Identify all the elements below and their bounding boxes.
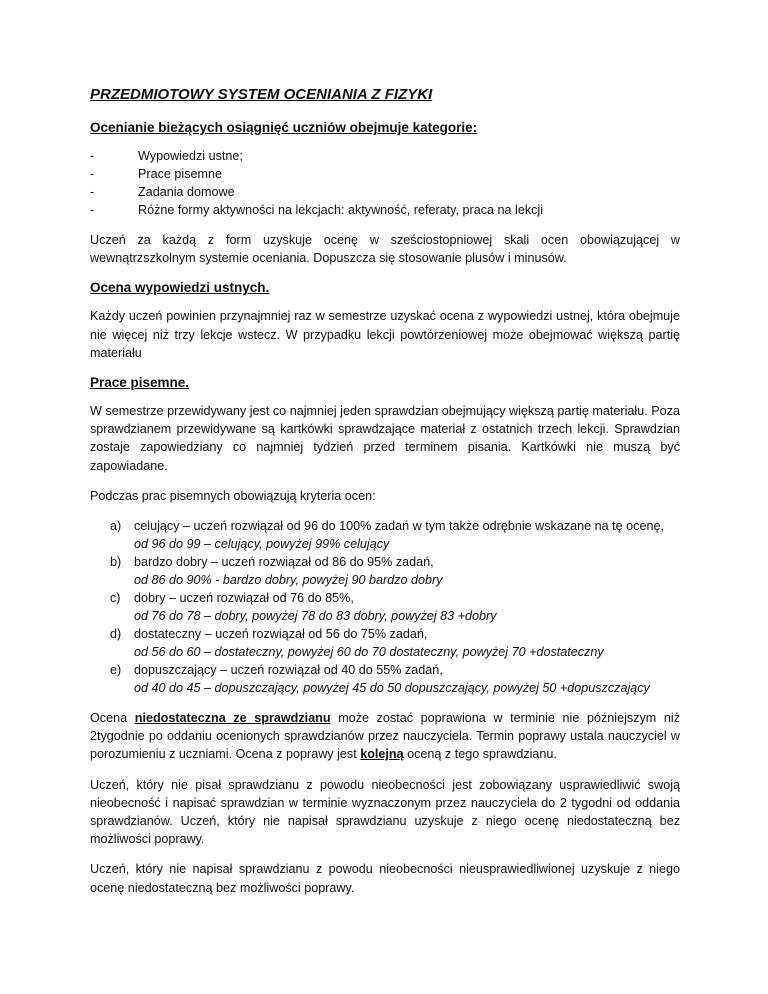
criteria-marker: c) (110, 591, 121, 606)
oral-assessment-paragraph: Każdy uczeń powinien przynajmniej raz w semestrze uzyskać ocena z wypowiedzi ustnej, która obejmuje nie więcej niż trzy lekcje wstecz. W przypadku lekcji powtórzeniowej może obejmować większą partię materiału (90, 309, 680, 360)
criteria-item (90, 589, 680, 625)
retake-text-1: Ocena (90, 711, 135, 726)
criteria-item (90, 553, 680, 589)
list-item-text: Różne formy aktywności na lekcjach: aktywność, referaty, praca na lekcji (138, 203, 544, 217)
written-work-heading: Prace pisemne. (90, 375, 190, 391)
retake-text-3: oceną z tego sprawdzianu. (403, 747, 557, 762)
written-work-paragraph: W semestrze przewidywany jest co najmniej jeden sprawdzian obejmujący większą partię materiału. Poza sprawdzianem przewidywane są kartkówki sprawdzające materiał z ostatnich trzech lekcji. Sprawdzian zostaje zapowiedziany co najmniej tydzień przed terminem pisania. Kartkówki nie muszą być zapowiadane. (90, 404, 680, 473)
retake-emphasis-next: kolejną (360, 747, 404, 762)
criteria-detail: od 96 do 99 – celujący, powyżej 99% celujący (134, 537, 390, 552)
criteria-detail: od 76 do 78 – dobry, powyżej 78 do 83 dobry, powyżej 83 +dobry (134, 609, 497, 624)
oral-assessment-heading: Ocena wypowiedzi ustnych. (90, 280, 270, 296)
retake-paragraph (90, 709, 680, 764)
criteria-main: celujący – uczeń rozwiązał od 96 do 100% zadań w tym także odrębnie wskazane na tę ocenę, (134, 519, 664, 534)
criteria-item (90, 517, 680, 553)
criteria-main: dostateczny – uczeń rozwiązał od 56 do 75% zadań, (134, 627, 428, 642)
criteria-detail: od 40 do 45 – dopuszczający, powyżej 45 do 50 dopuszczający, powyżej 50 +dopuszczający (134, 681, 650, 696)
criteria-main: dobry – uczeń rozwiązał od 76 do 85%, (134, 591, 354, 606)
criteria-list (90, 517, 680, 697)
criteria-detail: od 56 do 60 – dostateczny, powyżej 60 do 70 dostateczny, powyżej 70 +dostateczny (134, 645, 604, 660)
retake-emphasis-failing-grade: niedostateczna ze sprawdzianu (134, 711, 331, 726)
assessment-categories-list (90, 147, 680, 219)
criteria-item (90, 625, 680, 661)
retake-text-2: może zostać poprawiona w terminie nie późniejszym niż 2tygodnie po oddaniu ocenionych sprawdzianów przez nauczyciela. Termin poprawy ustala nauczyciel w porozumieniu z uczniami. Ocena z poprawy jest (90, 711, 681, 762)
criteria-marker: d) (110, 627, 122, 642)
criteria-main: bardzo dobry – uczeń rozwiązał od 86 do 95% zadań, (134, 555, 434, 570)
list-item: - Różne formy aktywności na lekcjach: aktywność, referaty, praca na lekcji (90, 203, 544, 217)
current-assessment-heading: Ocenianie bieżących osiągnięć uczniów obejmuje kategorie: (90, 120, 478, 135)
list-item-text: Prace pisemne (138, 167, 222, 181)
document-title: PRZEDMIOTOWY SYSTEM OCENIANIA Z FIZYKI (90, 86, 433, 103)
list-item: - Zadania domowe (90, 185, 235, 199)
grading-scale-paragraph: Uczeń za każdą z form uzyskuje ocenę w sześciostopniowej skali ocen obowiązującej w wewnątrzszkolnym systemie oceniania. Dopuszcza się stosowanie plusów i minusów. (90, 233, 680, 266)
criteria-detail: od 86 do 90% - bardzo dobry, powyżej 90 bardzo dobry (134, 573, 443, 588)
criteria-main: dopuszczający – uczeń rozwiązał od 40 do 55% zadań, (134, 663, 443, 678)
unexcused-absence-paragraph: Uczeń, który nie napisał sprawdzianu z powodu nieobecności nieusprawiedliwionej uzyskuje z niego ocenę niedostateczną bez możliwości poprawy. (90, 862, 680, 895)
criteria-intro: Podczas prac pisemnych obowiązują kryteria ocen: (90, 488, 376, 503)
criteria-item (90, 661, 680, 697)
list-item: - Wypowiedzi ustne; (90, 149, 243, 163)
list-item: - Prace pisemne (90, 167, 222, 181)
list-item-text: Wypowiedzi ustne; (138, 149, 243, 163)
criteria-marker: a) (110, 519, 122, 534)
absence-paragraph: Uczeń, który nie pisał sprawdzianu z powodu nieobecności jest zobowiązany usprawiedliwić swoją nieobecność i napisać sprawdzian w terminie wyznaczonym przez nauczyciela do 2 tygodni od oddania sprawdzianów. Uczeń, który nie napisał sprawdzianu uzyskuje z niego ocenę niedostateczną bez możliwości poprawy. (90, 777, 680, 847)
list-item-text: Zadania domowe (138, 185, 235, 199)
criteria-marker: b) (110, 555, 122, 570)
criteria-marker: e) (110, 663, 122, 678)
